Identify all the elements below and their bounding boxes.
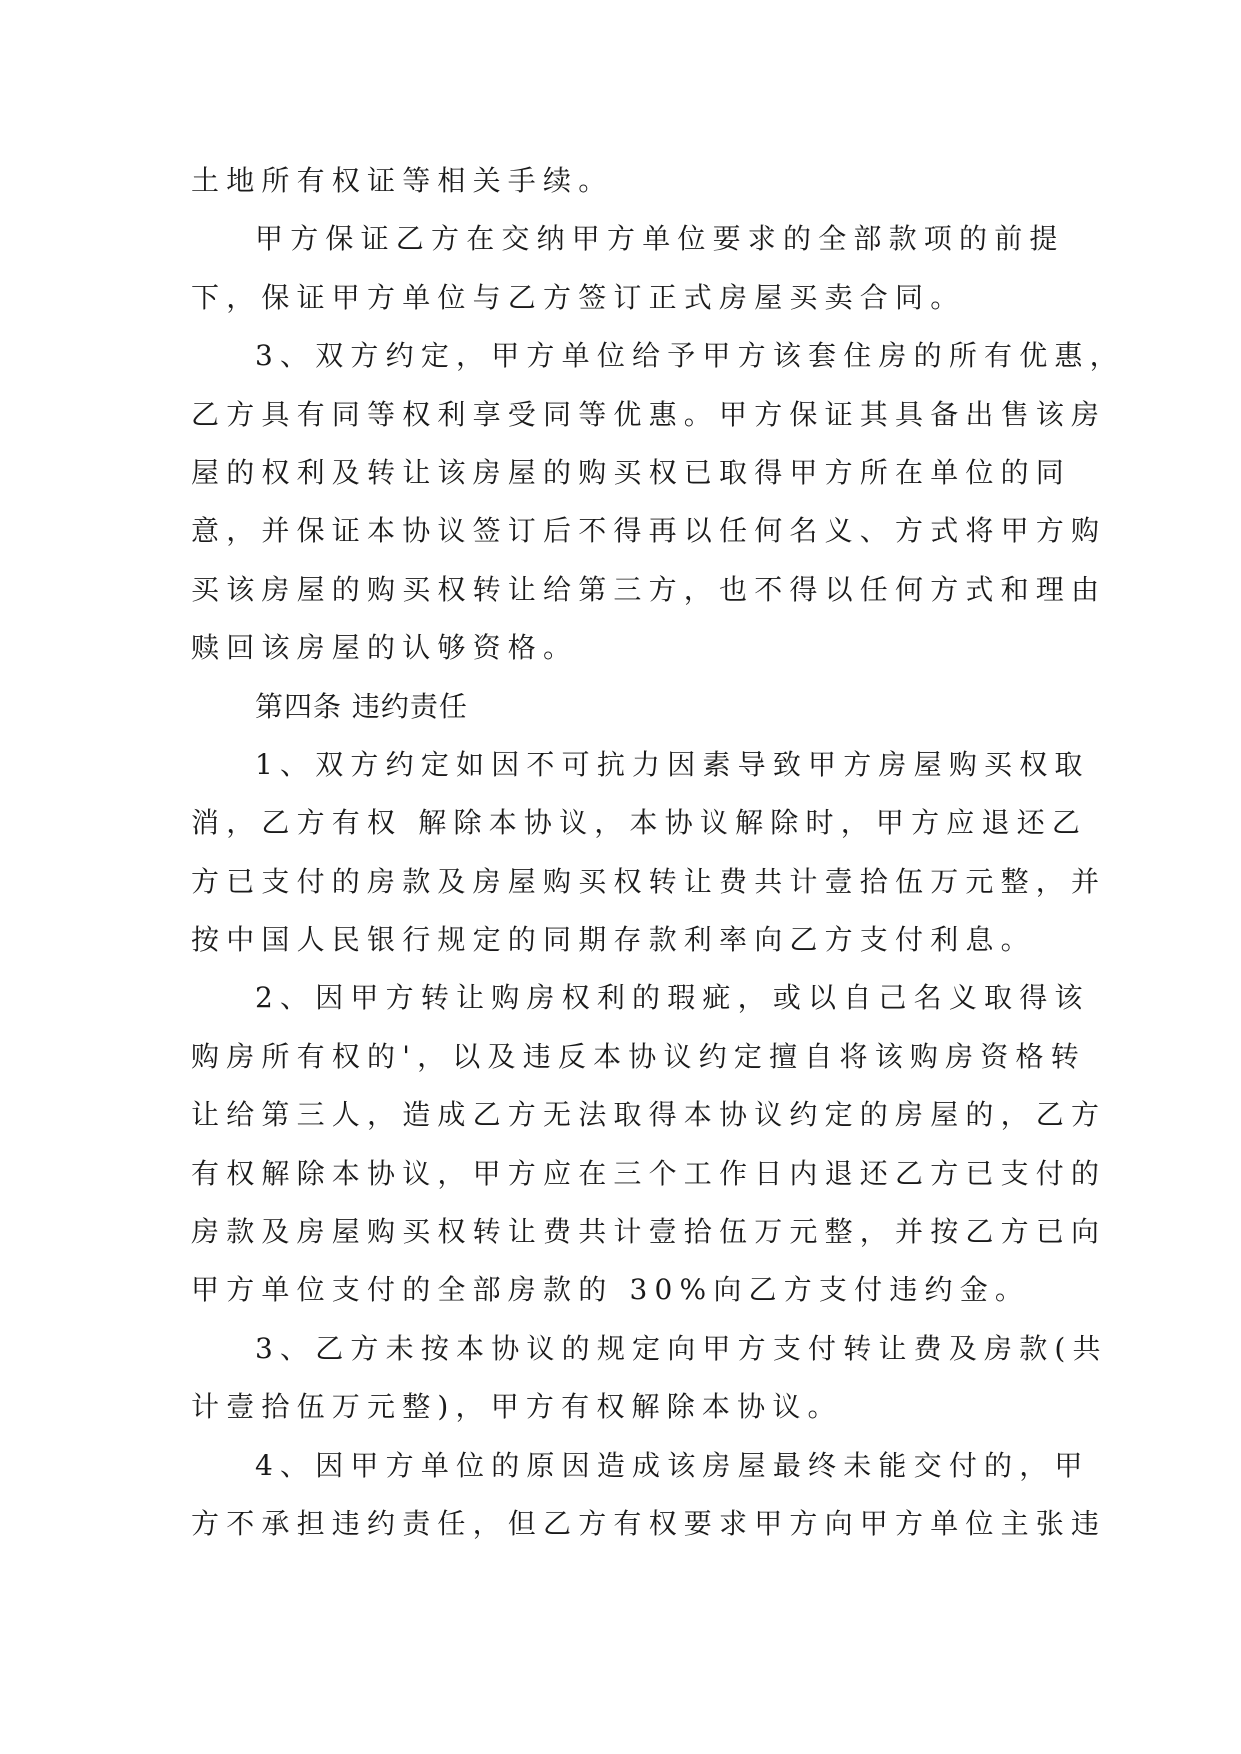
text-line: 甲方保证乙方在交纳甲方单位要求的全部款项的前提 xyxy=(255,222,1065,256)
section-heading: 第四条 违约责任 xyxy=(255,689,468,723)
text-line: 土地所有权证等相关手续。 xyxy=(191,164,614,197)
text-line: 方不承担违约责任，但乙方有权要求甲方向甲方单位主张违 xyxy=(191,1506,1107,1540)
text-line: 3、乙方未按本协议的规定向甲方支付转让费及房款(共 xyxy=(255,1331,1108,1365)
text-line: 赎回该房屋的认够资格。 xyxy=(191,631,579,665)
text-line: 下，保证甲方单位与乙方签订正式房屋买卖合同。 xyxy=(191,280,966,314)
text-line: 2、因甲方转让购房权利的瑕疵，或以自己名义取得该 xyxy=(255,981,1090,1015)
text-line: 乙方具有同等权利享受同等优惠。甲方保证其具备出售该房 xyxy=(191,397,1107,431)
text-line: 消，乙方有权 解除本协议，本协议解除时，甲方应退还乙 xyxy=(191,806,1088,840)
text-line: 计壹拾伍万元整)，甲方有权解除本协议。 xyxy=(191,1390,843,1424)
text-line: 房款及房屋购买权转让费共计壹拾伍万元整，并按乙方已向 xyxy=(191,1215,1107,1249)
text-line: 3、双方约定，甲方单位给予甲方该套住房的所有优惠， xyxy=(255,339,1125,373)
text-line: 让给第三人，造成乙方无法取得本协议约定的房屋的，乙方 xyxy=(191,1098,1107,1132)
text-line: 4、因甲方单位的原因造成该房屋最终未能交付的，甲 xyxy=(255,1448,1090,1482)
text-line: 1、双方约定如因不可抗力因素导致甲方房屋购买权取 xyxy=(255,747,1090,781)
text-line: 方已支付的房款及房屋购买权转让费共计壹拾伍万元整，并 xyxy=(191,864,1107,898)
document-body xyxy=(191,152,1125,1553)
text-line: 买该房屋的购买权转让给第三方，也不得以任何方式和理由 xyxy=(191,572,1107,606)
text-line: 购房所有权的'，以及违反本协议约定擅自将该购房资格转 xyxy=(191,1039,1086,1073)
text-line: 按中国人民银行规定的同期存款利率向乙方支付利息。 xyxy=(191,923,1036,957)
text-line: 甲方单位支付的全部房款的 30%向乙方支付违约金。 xyxy=(191,1273,1031,1307)
text-line: 屋的权利及转让该房屋的购买权已取得甲方所在单位的同 xyxy=(191,455,1072,489)
text-line: 意，并保证本协议签订后不得再以任何名义、方式将甲方购 xyxy=(191,514,1107,548)
text-line: 有权解除本协议，甲方应在三个工作日内退还乙方已支付的 xyxy=(191,1156,1107,1190)
